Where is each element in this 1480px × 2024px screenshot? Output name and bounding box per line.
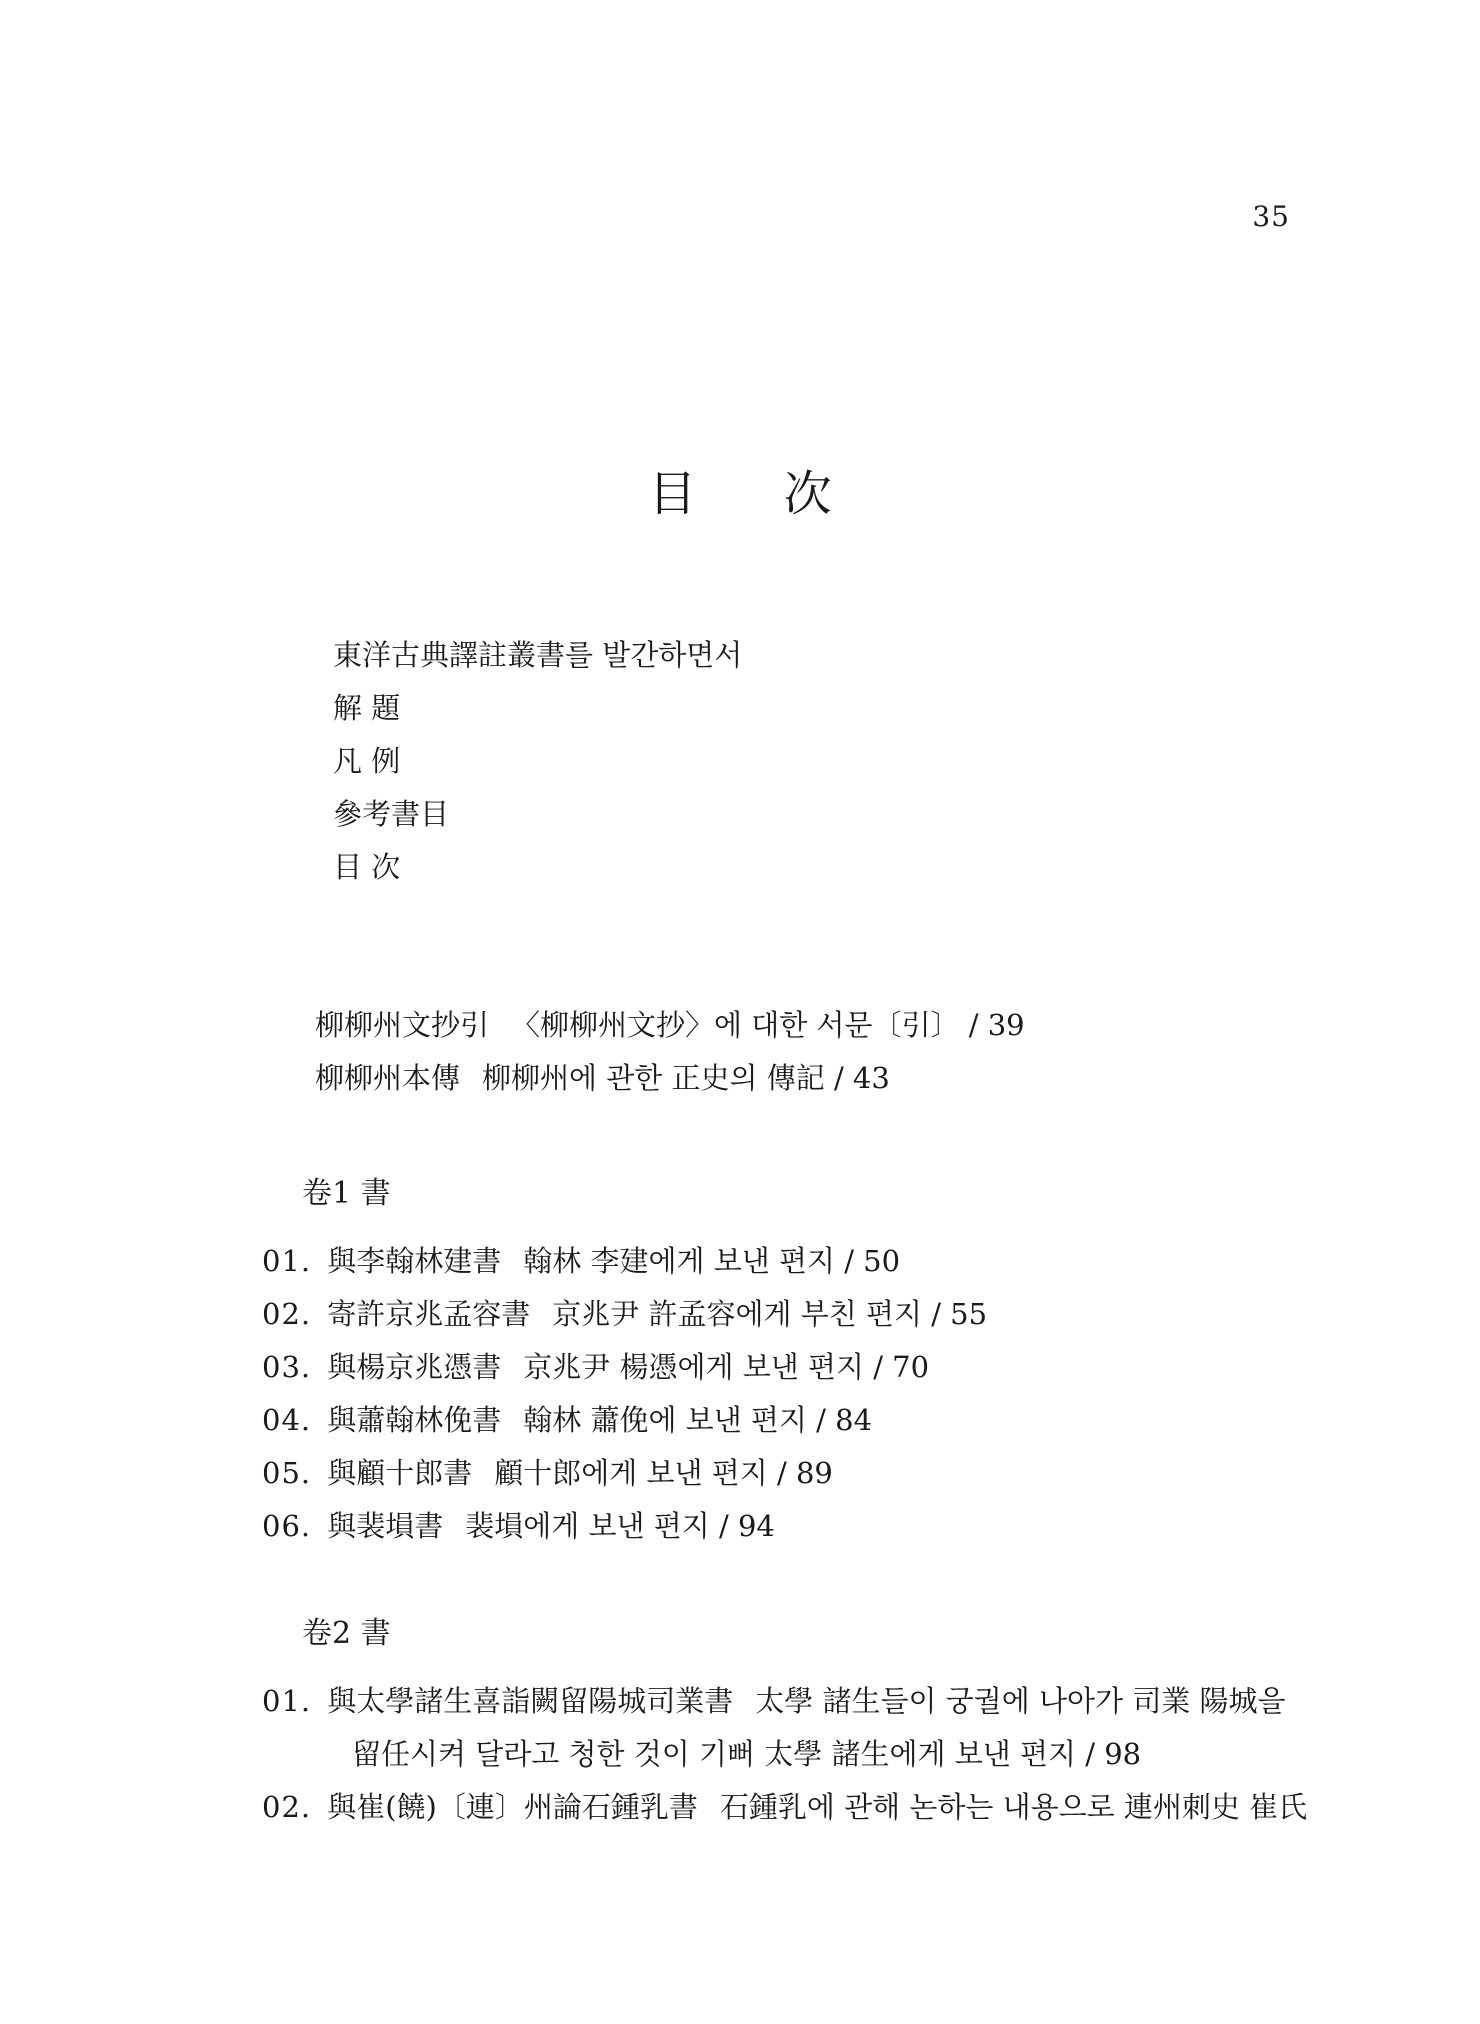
- toc-entry[interactable]: [262, 1394, 1262, 1447]
- entry-title: 與楊京兆憑書: [327, 1350, 502, 1384]
- entry-title: 與蕭翰林俛書: [327, 1403, 502, 1437]
- volume-2-entries: [262, 1675, 1308, 1834]
- intro-list: [315, 1005, 1025, 1111]
- page-number: 35: [1252, 200, 1290, 233]
- entry-number: 01.: [262, 1244, 312, 1278]
- front-matter-item[interactable]: 目 次: [333, 850, 401, 884]
- toc-entry[interactable]: [262, 1500, 1262, 1553]
- entry-title: 柳柳州本傳: [315, 1061, 461, 1095]
- entry-number: 06.: [262, 1509, 312, 1543]
- toc-entry[interactable]: [262, 1341, 1262, 1394]
- volume-heading: 卷2 書: [302, 1616, 391, 1651]
- entry-title: 與裴塤書: [327, 1509, 444, 1543]
- front-matter-item[interactable]: 參考書目: [333, 797, 450, 831]
- page-title: 目 次: [648, 466, 868, 522]
- volume-1-entries: [262, 1235, 1262, 1553]
- entry-number: 01.: [262, 1684, 312, 1718]
- entry-description: 石鍾乳에 관해 논하는 내용으로 連州刺史 崔氏: [719, 1790, 1308, 1824]
- intro-entry[interactable]: [315, 1058, 1025, 1111]
- entry-description: 翰林 李建에게 보낸 편지 / 50: [523, 1244, 901, 1278]
- entry-description: 裴塤에게 보낸 편지 / 94: [465, 1509, 775, 1543]
- intro-entry[interactable]: [315, 1005, 1025, 1058]
- entry-title: 與李翰林建書: [327, 1244, 502, 1278]
- volume-heading: 卷1 書: [302, 1176, 391, 1211]
- entry-number: 04.: [262, 1403, 312, 1437]
- toc-entry[interactable]: [262, 1447, 1262, 1500]
- toc-entry[interactable]: [262, 1781, 1308, 1834]
- front-matter-item[interactable]: 凡 例: [333, 744, 401, 778]
- entry-description: 翰林 蕭俛에 보낸 편지 / 84: [523, 1403, 873, 1437]
- entry-description: 〈柳柳州文抄〉에 대한 서문〔引〕 / 39: [511, 1008, 1025, 1042]
- entry-title: 與崔(饒)〔連〕州論石鍾乳書: [327, 1790, 698, 1824]
- toc-entry[interactable]: [262, 1288, 1262, 1341]
- entry-title: 與顧十郎書: [327, 1456, 473, 1490]
- front-matter-item[interactable]: 東洋古典譯註叢書를 발간하면서: [333, 638, 743, 672]
- entry-number: 05.: [262, 1456, 312, 1490]
- entry-title: 寄許京兆孟容書: [327, 1297, 531, 1331]
- front-matter-list: [333, 635, 742, 900]
- entry-number: 03.: [262, 1350, 312, 1384]
- entry-description: 京兆尹 楊憑에게 보낸 편지 / 70: [523, 1350, 930, 1384]
- entry-number: 02.: [262, 1297, 312, 1331]
- entry-title: 柳柳州文抄引: [315, 1008, 490, 1042]
- front-matter-item[interactable]: 解 題: [333, 691, 401, 725]
- toc-entry-continuation[interactable]: 留任시켜 달라고 청한 것이 기뻐 太學 諸生에게 보낸 편지 / 98: [352, 1737, 1142, 1771]
- entry-title: 與太學諸生喜詣闕留陽城司業書: [327, 1684, 734, 1718]
- toc-entry[interactable]: [262, 1675, 1286, 1728]
- entry-description: 京兆尹 許孟容에게 부친 편지 / 55: [552, 1297, 988, 1331]
- entry-description: 顧十郎에게 보낸 편지 / 89: [494, 1456, 833, 1490]
- entry-number: 02.: [262, 1790, 312, 1824]
- entry-description: 柳柳州에 관한 正史의 傳記 / 43: [482, 1061, 890, 1095]
- toc-entry[interactable]: [262, 1235, 1262, 1288]
- entry-description: 太學 諸生들이 궁궐에 나아가 司業 陽城을: [755, 1684, 1286, 1718]
